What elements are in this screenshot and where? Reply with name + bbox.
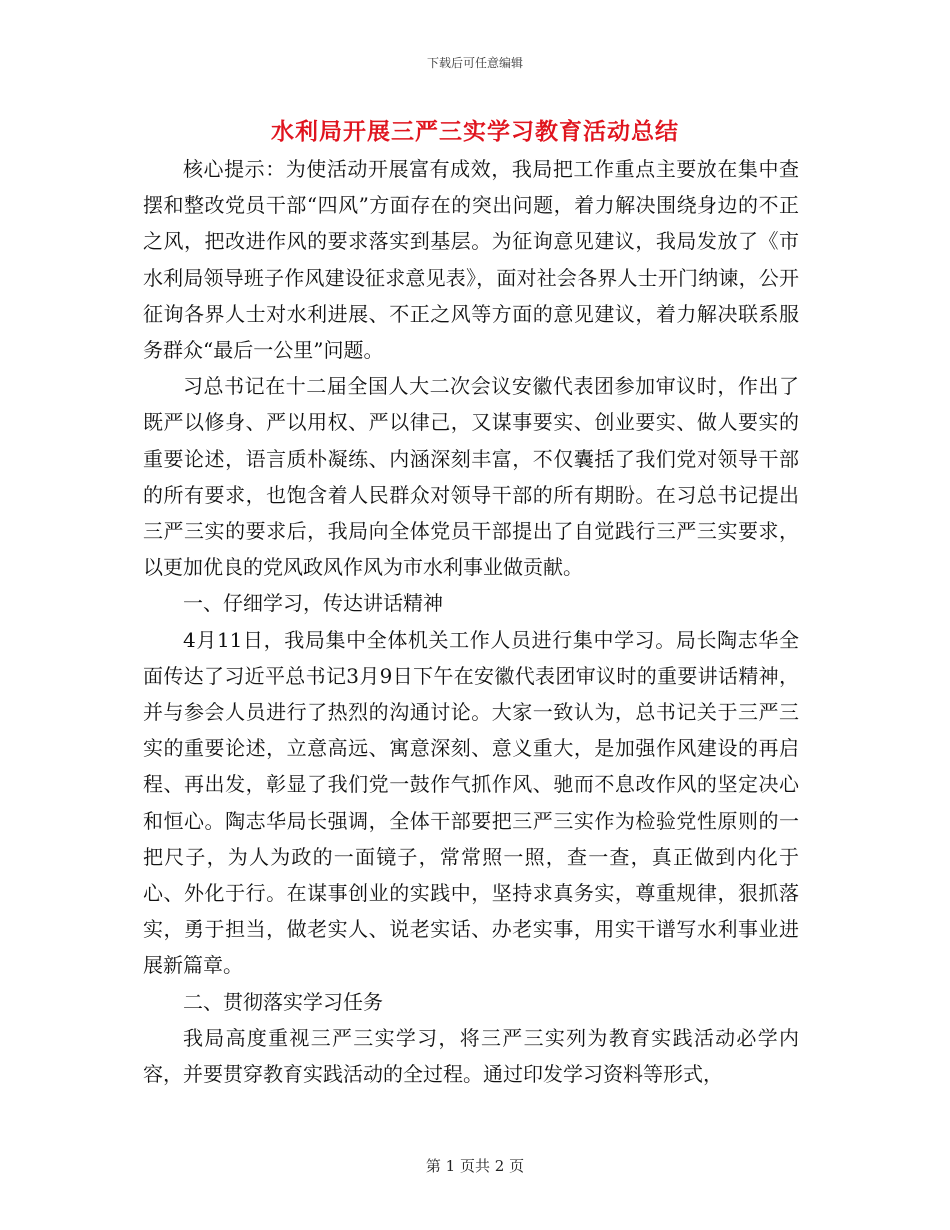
section-heading-2: 二、贯彻落实学习任务 — [183, 989, 383, 1014]
document-title: 水利局开展三严三实学习教育活动总结 — [271, 119, 679, 145]
document-body — [143, 151, 799, 1092]
section-heading-1: 一、仔细学习，传达讲话精神 — [183, 591, 443, 616]
page-number: 第 1 页共 2 页 — [425, 1157, 525, 1175]
paragraph-implementation: 我局高度重视三严三实学习，将三严三实列为教育实践活动必学内容，并要贯穿教育实践活动的全过程。通过印发学习资料等形式， — [143, 1025, 799, 1087]
header-note: 下载后可任意编辑 — [426, 56, 523, 70]
paragraph-study-session: 4月11日，我局集中全体机关工作人员进行集中学习。局长陶志华全面传达了习近平总书记3月9日下午在安徽代表团审议时的重要讲话精神，并与参会人员进行了热烈的沟通讨论。大家一致认为，总书记关于三严三实的重要论述，立意高远、寓意深刻、意义重大，是加强作风建设的再启程、再出发，彰显了我们党一鼓作气抓作风、驰而不息改作风的坚定决心和恒心。陶志华局长强调，全体干部要把三严三实作为检验党性原则的一把尺子，为人为政的一面镜子，常常照一照，查一查，真正做到内化于心、外化于行。在谋事创业的实践中，坚持求真务实，尊重规律，狠抓落实，勇于担当，做老实人、说老实话、办老实事，用实干谱写水利事业进展新篇章。 — [143, 627, 799, 978]
paragraph-core-hint: 核心提示：为使活动开展富有成效，我局把工作重点主要放在集中查摆和整改党员干部“四风”方面存在的突出问题，着力解决围绕身边的不正之风，把改进作风的要求落实到基层。为征询意见建议，我局发放了《市水利局领导班子作风建设征求意见表》，面对社会各界人士开门纳谏，公开征询各界人士对水利进展、不正之风等方面的意见建议，着力解决联系服务群众“最后一公里”问题。 — [143, 157, 799, 363]
paragraph-speech: 习总书记在十二届全国人大二次会议安徽代表团参加审议时，作出了既严以修身、严以用权、严以律己，又谋事要实、创业要实、做人要实的重要论述，语言质朴凝练、内涵深刻丰富，不仅囊括了我们党对领导干部的所有要求，也饱含着人民群众对领导干部的所有期盼。在习总书记提出三严三实的要求后，我局向全体党员干部提出了自觉践行三严三实要求，以更加优良的党风政风作风为市水利事业做贡献。 — [143, 374, 799, 580]
